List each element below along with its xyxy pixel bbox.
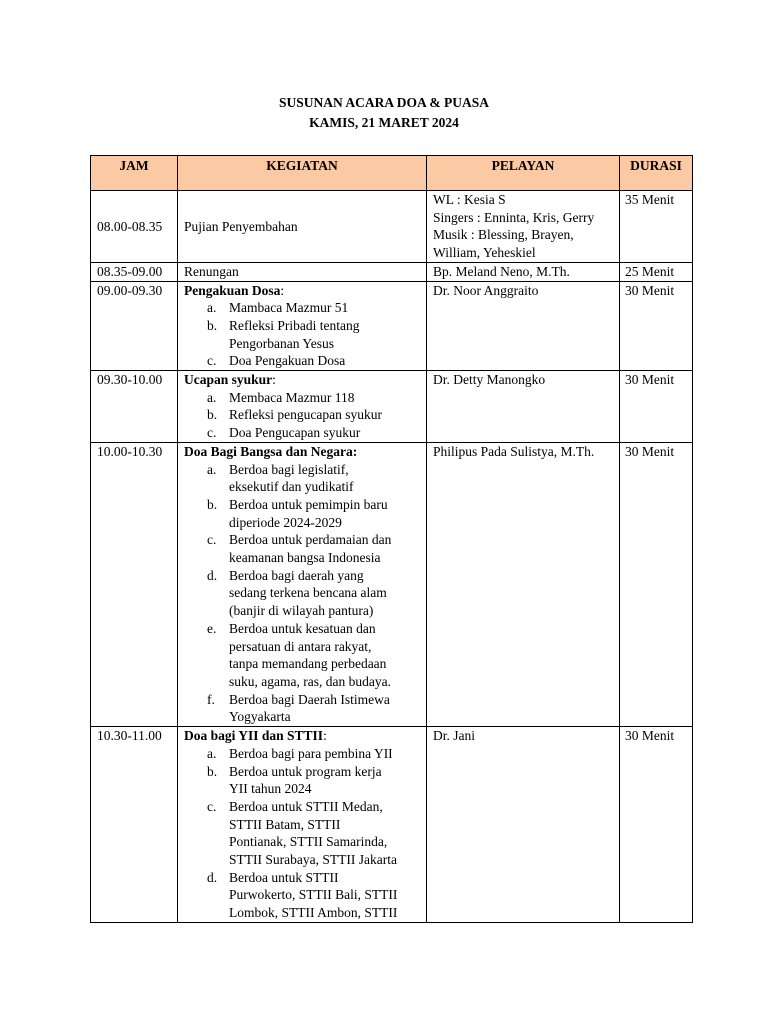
list-marker: a. — [207, 389, 217, 405]
list-item — [184, 352, 421, 370]
list-item-text-line: Berdoa bagi Daerah Istimewa — [229, 691, 390, 707]
list-item-text-line: Berdoa untuk kesatuan dan — [229, 620, 376, 636]
activity-cell — [178, 281, 427, 371]
list-item-text-line: Berdoa untuk perdamaian dan — [229, 532, 392, 548]
activity-heading-suffix: : — [272, 372, 276, 388]
servant-cell — [427, 442, 620, 726]
activity-item-list — [184, 389, 421, 442]
list-item — [184, 389, 421, 407]
list-item — [184, 461, 421, 496]
servant-text-line: Philipus Pada Sulistya, M.Th. — [433, 443, 595, 459]
list-item-text-line: STTII Batam, STTII — [229, 816, 341, 832]
activity-heading-text: Pengakuan Dosa — [184, 282, 281, 298]
list-item — [184, 406, 421, 424]
table-row — [91, 191, 693, 263]
list-item — [184, 691, 421, 726]
list-item — [184, 798, 421, 869]
list-item-text-line: Purwokerto, STTII Bali, STTII — [229, 887, 398, 903]
list-item — [184, 299, 421, 317]
table-header-row — [91, 156, 693, 191]
table-row — [91, 281, 693, 371]
time-cell: 09.30-10.00 — [91, 371, 178, 443]
activity-cell — [178, 371, 427, 443]
time-cell: 08.00-08.35 — [91, 191, 178, 263]
table-row — [91, 262, 693, 281]
duration-cell: 30 Menit — [620, 442, 693, 726]
table-row — [91, 371, 693, 443]
list-item-text-line: keamanan bangsa Indonesia — [229, 550, 381, 566]
activity-cell — [178, 262, 427, 281]
list-marker: a. — [207, 300, 217, 316]
activity-heading-text: Doa bagi YII dan STTII — [184, 728, 324, 744]
list-item-text-line: persatuan di antara rakyat, — [229, 638, 372, 654]
time-cell: 08.35-09.00 — [91, 262, 178, 281]
table-body — [91, 191, 693, 923]
servant-cell — [427, 191, 620, 263]
activity-heading — [184, 727, 421, 745]
document-title: SUSUNAN ACARA DOA & PUASA — [278, 95, 490, 110]
activity-heading-suffix: : — [280, 282, 285, 298]
list-item-text-line: Yogyakarta — [229, 709, 291, 725]
time-cell: 09.00-09.30 — [91, 281, 178, 371]
document-date: KAMIS, 21 MARET 2024 — [309, 115, 459, 130]
servant-text-line: Bp. Meland Neno, M.Th. — [433, 263, 570, 279]
activity-heading-text: Doa Bagi Bangsa dan Negara: — [184, 443, 358, 459]
list-item-text-line: (banjir di wilayah pantura) — [229, 603, 374, 619]
list-marker: a. — [207, 745, 217, 761]
list-item-text-line: Pengorbanan Yesus — [229, 335, 335, 351]
list-item-text-line: sedang terkena bencana alam — [229, 585, 387, 601]
list-item — [184, 424, 421, 442]
list-item-text-line: Lombok, STTII Ambon, STTII — [229, 905, 398, 921]
activity-cell — [178, 727, 427, 923]
duration-cell: 25 Menit — [620, 262, 693, 281]
list-item-text-line: STTII Surabaya, STTII Jakarta — [229, 852, 397, 868]
servant-cell — [427, 262, 620, 281]
list-item — [184, 763, 421, 798]
list-item-text-line: Berdoa bagi legislatif, — [229, 461, 349, 477]
list-marker: c. — [207, 425, 217, 441]
servant-text-line: Singers : Enninta, Kris, Gerry — [433, 209, 595, 225]
list-item — [184, 567, 421, 620]
list-item-text-line: YII tahun 2024 — [229, 781, 312, 797]
list-marker: b. — [207, 317, 218, 333]
servant-text-line: WL : Kesia S — [433, 192, 506, 207]
list-item-text-line: Berdoa bagi para pembina YII — [229, 745, 393, 761]
column-header-kegiatan: KEGIATAN — [178, 156, 427, 191]
servant-text-line: Dr. Jani — [433, 728, 475, 744]
time-cell: 10.30-11.00 — [91, 727, 178, 923]
list-marker: f. — [207, 691, 215, 707]
schedule-table — [90, 155, 693, 923]
servant-cell — [427, 727, 620, 923]
list-item-text-line: Mambaca Mazmur 51 — [229, 300, 349, 316]
list-item-text-line: Refleksi Pribadi tentang — [229, 317, 360, 333]
list-marker: b. — [207, 496, 218, 512]
activity-heading-text: Ucapan syukur — [184, 372, 273, 388]
list-item-text-line: tanpa memandang perbedaan — [229, 656, 387, 672]
duration-cell: 35 Menit — [620, 191, 693, 263]
activity-item-list — [184, 461, 421, 727]
column-header-jam: JAM — [91, 156, 178, 191]
list-item — [184, 745, 421, 763]
list-item-text-line: Doa Pengucapan syukur — [229, 425, 361, 441]
duration-cell: 30 Menit — [620, 371, 693, 443]
list-item-text-line: Membaca Mazmur 118 — [229, 389, 355, 405]
list-marker: c. — [207, 353, 217, 369]
list-item-text-line: Berdoa untuk STTII Medan, — [229, 798, 383, 814]
activity-cell — [178, 191, 427, 263]
list-item — [184, 496, 421, 531]
activity-cell — [178, 442, 427, 726]
list-marker: c. — [207, 532, 217, 548]
column-header-pelayan: PELAYAN — [427, 156, 620, 191]
servant-cell — [427, 281, 620, 371]
list-item — [184, 317, 421, 352]
servant-text-line: Musik : Blessing, Brayen, — [433, 227, 574, 243]
duration-cell: 30 Menit — [620, 281, 693, 371]
list-item-text-line: suku, agama, ras, dan budaya. — [229, 673, 391, 689]
list-marker: d. — [207, 567, 218, 583]
servant-text-line: William, Yeheskiel — [433, 245, 536, 261]
list-marker: b. — [207, 407, 218, 423]
servant-text-line: Dr. Noor Anggraito — [433, 282, 539, 298]
list-item-text-line: Pontianak, STTII Samarinda, — [229, 834, 388, 850]
list-item — [184, 869, 421, 922]
list-item — [184, 620, 421, 691]
list-item-text-line: Berdoa bagi daerah yang — [229, 567, 364, 583]
servant-cell — [427, 371, 620, 443]
column-header-durasi: DURASI — [620, 156, 693, 191]
activity-text: Pujian Penyembahan — [184, 218, 298, 234]
list-item-text-line: eksekutif dan yudikatif — [229, 479, 354, 495]
list-marker: b. — [207, 763, 218, 779]
list-item-text-line: Berdoa untuk pemimpin baru — [229, 496, 388, 512]
servant-text-line: Dr. Detty Manongko — [433, 372, 546, 388]
list-marker: d. — [207, 869, 218, 885]
list-item-text-line: Berdoa untuk program kerja — [229, 763, 382, 779]
activity-heading — [184, 443, 421, 461]
list-item-text-line: diperiode 2024-2029 — [229, 514, 342, 530]
list-marker: a. — [207, 461, 217, 477]
list-item-text-line: Berdoa untuk STTII — [229, 869, 339, 885]
activity-heading — [184, 282, 421, 300]
activity-heading — [184, 371, 421, 389]
activity-item-list — [184, 299, 421, 370]
list-item-text-line: Doa Pengakuan Dosa — [229, 353, 346, 369]
activity-text: Renungan — [184, 263, 239, 279]
list-marker: e. — [207, 620, 217, 636]
table-row — [91, 727, 693, 923]
activity-item-list — [184, 745, 421, 922]
list-item-text-line: Refleksi pengucapan syukur — [229, 407, 382, 423]
table-row — [91, 442, 693, 726]
activity-heading-suffix: : — [323, 728, 327, 744]
list-item — [184, 531, 421, 566]
duration-cell: 30 Menit — [620, 727, 693, 923]
time-cell: 10.00-10.30 — [91, 442, 178, 726]
list-marker: c. — [207, 798, 217, 814]
